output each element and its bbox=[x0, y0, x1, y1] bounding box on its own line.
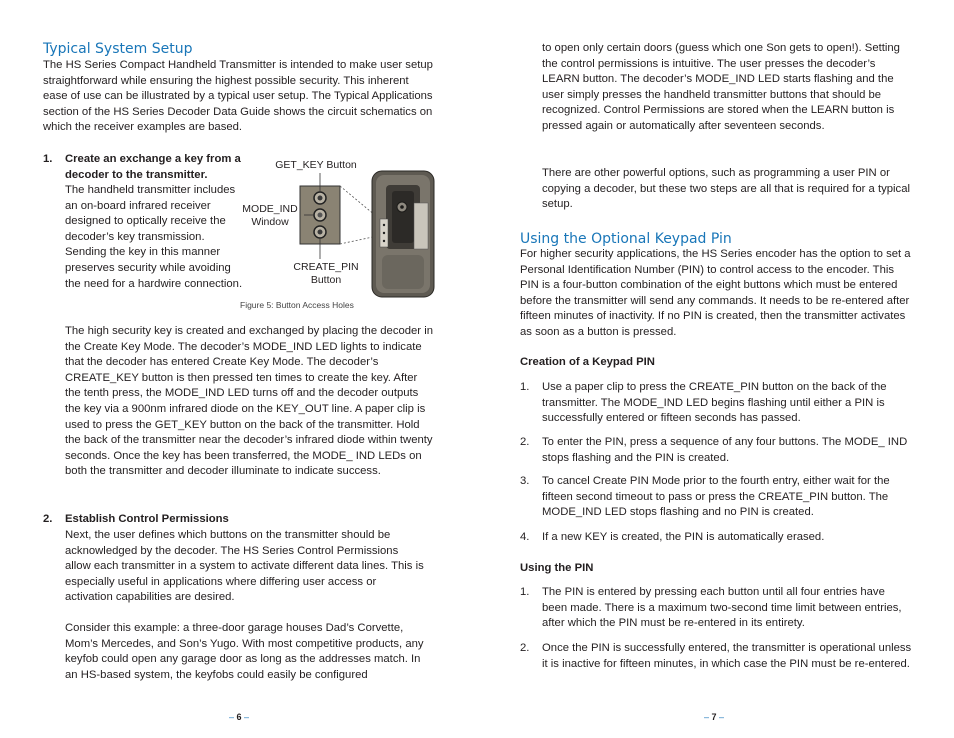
step-number: 2. bbox=[43, 513, 53, 525]
step-body: The handheld transmitter includes an on-board infrared receiver designed to optically receive the decoder’s key transmission. Sending the key in this manner preserves security while avoiding the need for a hardwire connection. bbox=[65, 184, 243, 290]
using-subheading: Using the PIN bbox=[520, 562, 594, 574]
list-item: To cancel Create PIN Mode prior to the fourth entry, either wait for the fifteen second timeout to pass or press the CREATE_PIN button. The MODE_IND LED stops flashing and no PIN is created. bbox=[542, 475, 890, 519]
list-item: Use a paper clip to press the CREATE_PIN button on the back of the transmitter. The MODE_IND LED begins flashing until either a PIN is successfully entered or fifteen seconds has passed. bbox=[542, 381, 887, 425]
figure-label-get-key: GET_KEY Button bbox=[275, 159, 357, 171]
figure-caption: Figure 5: Button Access Holes bbox=[240, 300, 354, 310]
figure-label-mode-ind: MODE_IND Window bbox=[242, 203, 298, 228]
list-item: If a new KEY is created, the PIN is automatically erased. bbox=[542, 531, 825, 543]
figure-button-access-holes bbox=[234, 155, 444, 315]
list-item: The PIN is entered by pressing each button until all four entries have been made. There is a maximum two-second time limit between entries, after which the PIN must be re-entered in its entirety. bbox=[542, 586, 902, 630]
step-body-2: The high security key is created and exchanged by placing the decoder in the Create Key Mode. The decoder’s MODE_IND LED lights to indicate that the decoder has entered Create Key Mode. The decoder’s CREATE_KEY button is then pressed ten times to create the key. After the tenth press, the MODE_IND LED turns off and the decoder outputs the key via a 900nm infrared diode on the KEY_OUT line. A paper clip is used to press the GET_KEY button on the back of the transmitter. Hold the back of the transmitter near the decoder’s infrared diode within twenty seconds. Once the key has been transferred, the MODE_ IND LEDs on both the transmitter and decoder illuminate to indicate success. bbox=[65, 325, 434, 478]
other-options-paragraph: There are other powerful options, such as programming a user PIN or copying a decoder, but these two steps are all that is required for a typical setup. bbox=[542, 167, 910, 211]
keypad-intro-paragraph: For higher security applications, the HS Series encoder has the option to set a Personal Identification Number (PIN) to control access to the encoder. This PIN is a four-button combination of the eight buttons which must be entered before the transmitter will send any commands. It needs to be re-entered after fifteen minutes of inactivity. If no PIN is created, then the transmitter activates as soon as a button is pressed. bbox=[520, 248, 911, 338]
step-number: 1. bbox=[43, 153, 53, 165]
page-number: – 6 – bbox=[228, 712, 250, 722]
step-body: Next, the user defines which buttons on the transmitter should be acknowledged by the decoder. The HS Series Control Permissions allow each transmitter in a system to activate different data lines. This is especially useful in applications where differing user access or activation capabilities are desired. bbox=[65, 529, 424, 604]
list-number: 1. bbox=[520, 381, 530, 393]
step-title: Establish Control Permissions bbox=[65, 513, 229, 525]
page-number-value: 6 bbox=[236, 712, 242, 722]
list-item: Once the PIN is successfully entered, the transmitter is operational unless it is inactive for fifteen minutes, in which case the PIN must be re-entered. bbox=[542, 642, 912, 670]
intro-paragraph: The HS Series Compact Handheld Transmitter is intended to make user setup straightforward while ensuring the highest possible security. This inherent ease of use can be illustrated by a typical user setup. The Typical Applications section of the HS Series Decoder Data Guide shows the circuit schematics on which the receiver examples are based. bbox=[43, 59, 433, 134]
creation-subheading: Creation of a Keypad PIN bbox=[520, 356, 655, 368]
step-body-2: Consider this example: a three-door garage houses Dad’s Corvette, Mom’s Mercedes, and Son’s Yugo. With most competitive products, any keyfob could open any garage door as long as the addresses match. In an HS-based system, the keyfobs could easily be configured bbox=[65, 622, 424, 681]
section-heading-typical-setup: Typical System Setup bbox=[43, 41, 193, 57]
list-number: 2. bbox=[520, 436, 530, 448]
list-number: 3. bbox=[520, 475, 530, 487]
list-item: To enter the PIN, press a sequence of any four buttons. The MODE_ IND stops flashing and the PIN is created. bbox=[542, 436, 908, 464]
right-page bbox=[477, 0, 954, 738]
step-title: Create an exchange a key from a decoder to the transmitter. bbox=[65, 153, 241, 181]
continuation-paragraph: to open only certain doors (guess which one Son gets to open!). Setting the control permissions is intuitive. The user presses the decoder’s LEARN button. The decoder’s MODE_IND LED starts flashing and the user simply presses the handheld transmitter buttons that should be recognized. Control Permissions are stored when the LEARN button is pressed again or automatically after seventeen seconds. bbox=[542, 42, 900, 132]
page-number-value: 7 bbox=[711, 712, 717, 722]
page-number: – 7 – bbox=[703, 712, 725, 722]
list-number: 4. bbox=[520, 531, 530, 543]
list-number: 1. bbox=[520, 586, 530, 598]
transmitter-diagram bbox=[234, 155, 444, 315]
section-heading-keypad-pin: Using the Optional Keypad Pin bbox=[520, 231, 732, 247]
figure-label-create-pin: CREATE_PIN Button bbox=[293, 261, 359, 286]
list-number: 2. bbox=[520, 642, 530, 654]
